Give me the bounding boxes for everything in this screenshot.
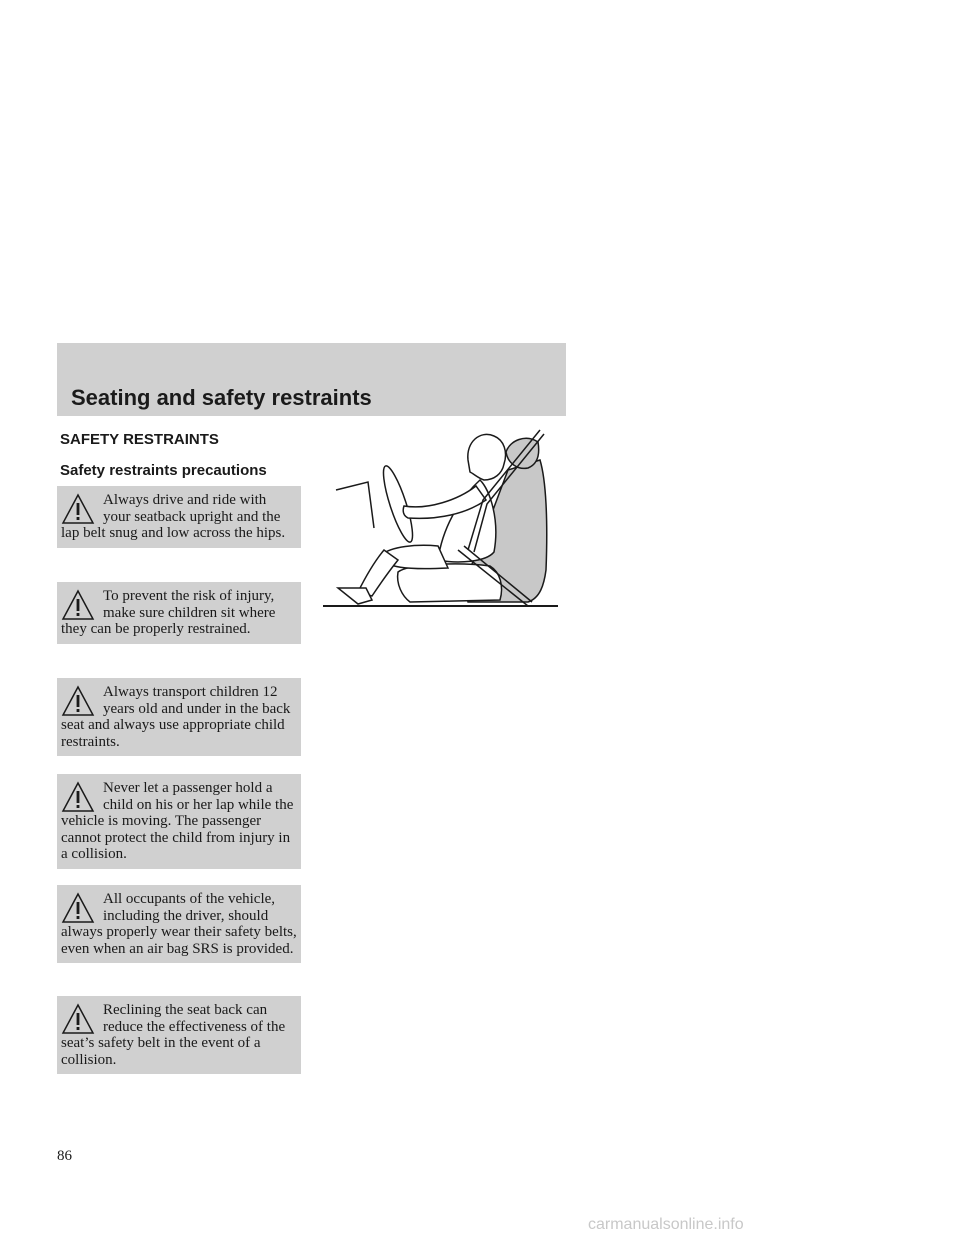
warning-triangle-icon [61,493,95,525]
warning-text: To prevent the risk of injury, make sure children sit where they can be properly restrained. [61,588,276,637]
section-title: SAFETY RESTRAINTS [60,431,219,448]
warning-box [57,678,301,756]
warning-box [57,582,301,644]
section-header-band [57,343,566,416]
warning-text: All occupants of the vehicle, including the driver, should always properly wear their safety belts, even when an air bag SRS is provided. [61,891,297,957]
warning-text: Reclining the seat back can reduce the effectiveness of the seat’s safety belt in the event of a collision. [61,1002,286,1068]
warning-text: Always transport children 12 years old and under in the back seat and always use appropriate child restraints. [61,684,291,750]
warning-text: Always drive and ride with your seatback upright and the lap belt snug and low across the hips. [61,492,286,541]
warning-box [57,486,301,548]
page-number: 86 [57,1148,72,1164]
warning-triangle-icon [61,892,95,924]
page-header-title: Seating and safety restraints [71,385,372,410]
warning-box [57,774,301,869]
watermark: carmanualsonline.info [588,1216,744,1233]
warning-box [57,885,301,963]
warning-triangle-icon [61,781,95,813]
subsection-title: Safety restraints precautions [60,462,267,479]
seated-driver-with-seatbelt-illustration [318,420,563,610]
warning-box [57,996,301,1074]
warning-text: Never let a passenger hold a child on his or her lap while the vehicle is moving. The passenger cannot protect the child from injury in a collision. [61,780,294,862]
warning-triangle-icon [61,1003,95,1035]
warning-triangle-icon [61,589,95,621]
warning-triangle-icon [61,685,95,717]
